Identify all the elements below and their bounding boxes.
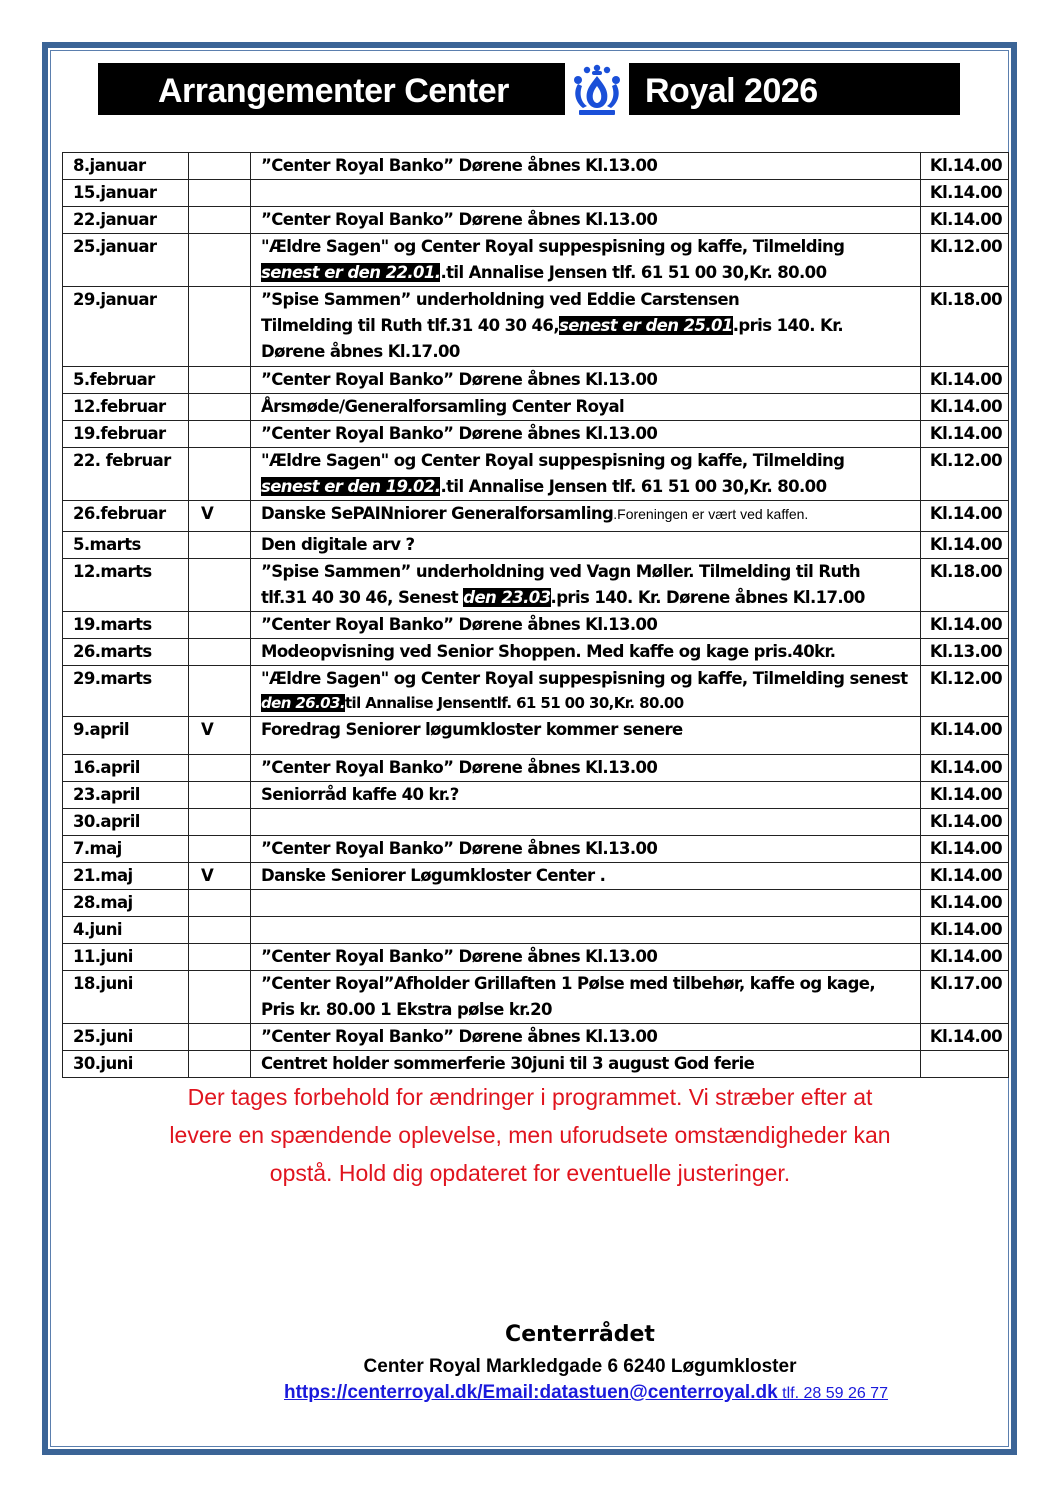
event-description-line: "Ældre Sagen" og Center Royal suppespisning og kaffe, Tilmelding [261,237,845,256]
event-description: ”Center Royal Banko” Dørene åbnes Kl.13.00 [251,836,921,863]
event-description [251,666,921,717]
event-description: Centret holder sommerferie 30juni til 3 august God ferie [251,1051,921,1078]
event-description [251,971,921,1024]
event-time: Kl.14.00 [921,944,1009,971]
event-description: Den digitale arv ? [251,532,921,559]
event-date: 15.januar [63,180,189,207]
event-description-line [261,313,920,339]
table-row [63,717,1009,755]
event-mark [189,944,251,971]
event-mark: V [189,717,251,755]
table-row [63,1024,1009,1051]
event-description-text: .til Annalise Jensen tlf. 61 51 00 30,Kr. 80.00 [440,263,827,282]
event-date: 9.april [63,717,189,755]
event-time [921,1051,1009,1078]
disclaimer-text [100,1078,960,1192]
deadline-highlight: senest er den 22.01. [261,263,441,282]
event-description-text: .til Annalise Jensen tlf. 61 51 00 30,Kr. 80.00 [440,477,827,496]
event-date: 26.februar [63,501,189,532]
event-date: 25.juni [63,1024,189,1051]
event-description: Modeopvisning ved Senior Shoppen. Med kaffe og kage pris.40kr. [251,639,921,666]
event-time: Kl.13.00 [921,639,1009,666]
event-description [251,448,921,501]
event-time: Kl.14.00 [921,421,1009,448]
event-time: Kl.14.00 [921,153,1009,180]
event-description-text: Tilmelding til Ruth tlf.31 40 30 46, [261,316,559,335]
table-row [63,153,1009,180]
table-row [63,207,1009,234]
deadline-highlight: senest er den 25.01 [558,316,733,335]
event-date: 29.januar [63,287,189,367]
event-description: ”Center Royal Banko” Dørene åbnes Kl.13.00 [251,755,921,782]
event-mark [189,234,251,287]
event-mark [189,532,251,559]
event-time: Kl.14.00 [921,890,1009,917]
event-description: Danske Seniorer Løgumkloster Center . [251,863,921,890]
footer-address: Center Royal Markledgade 6 6240 Løgumkloster [363,1356,797,1377]
event-description [251,180,921,207]
event-mark [189,809,251,836]
event-description: ”Center Royal Banko” Dørene åbnes Kl.13.00 [251,153,921,180]
event-mark [189,755,251,782]
event-description-text: .pris 140. Kr. [732,316,844,335]
website-email-link[interactable]: https://centerroyal.dk/Email:datastuen@centerroyal.dk [284,1382,778,1403]
page-title-right: Royal 2026 [645,72,818,110]
event-time: Kl.12.00 [921,448,1009,501]
event-description [251,809,921,836]
event-mark [189,836,251,863]
table-row [63,890,1009,917]
event-date: 22. februar [63,448,189,501]
event-description [251,501,921,532]
event-date: 12.marts [63,559,189,612]
table-row [63,234,1009,287]
event-time: Kl.18.00 [921,287,1009,367]
event-mark [189,287,251,367]
event-mark [189,180,251,207]
event-date: 22.januar [63,207,189,234]
event-date: 26.marts [63,639,189,666]
table-row [63,287,1009,367]
footer-title: Centerrådet [505,1322,655,1347]
footer-contact [236,1382,936,1404]
event-mark [189,1051,251,1078]
table-row [63,612,1009,639]
event-description [251,287,921,367]
table-row [63,917,1009,944]
table-row [63,971,1009,1024]
event-time: Kl.14.00 [921,501,1009,532]
event-mark [189,559,251,612]
event-description: Årsmøde/Generalforsamling Center Royal [251,394,921,421]
event-description-text: Danske SePAINniorer Generalforsamling [261,504,614,523]
event-description: ”Center Royal Banko” Dørene åbnes Kl.13.00 [251,944,921,971]
event-time: Kl.14.00 [921,782,1009,809]
event-description-text: til Annalise Jensentlf. 61 51 00 30,Kr. 80.00 [344,694,684,712]
event-date: 5.marts [63,532,189,559]
event-description-line: ”Center Royal”Afholder Grillaften 1 Pølse med tilbehør, kaffe og kage, [261,974,876,993]
event-mark [189,153,251,180]
table-row [63,836,1009,863]
table-row [63,639,1009,666]
event-time: Kl.14.00 [921,367,1009,394]
event-mark [189,421,251,448]
event-date: 7.maj [63,836,189,863]
event-date: 30.juni [63,1051,189,1078]
events-table [62,152,1009,1078]
event-mark [189,917,251,944]
table-row [63,1051,1009,1078]
event-time: Kl.12.00 [921,234,1009,287]
event-mark [189,207,251,234]
event-description [251,234,921,287]
event-time: Kl.14.00 [921,809,1009,836]
event-date: 19.februar [63,421,189,448]
event-time: Kl.17.00 [921,971,1009,1024]
event-date: 16.april [63,755,189,782]
table-row [63,501,1009,532]
table-row [63,394,1009,421]
table-row [63,532,1009,559]
event-time: Kl.14.00 [921,917,1009,944]
event-time: Kl.18.00 [921,559,1009,612]
event-description: ”Center Royal Banko” Dørene åbnes Kl.13.00 [251,612,921,639]
event-time: Kl.12.00 [921,666,1009,717]
event-time: Kl.14.00 [921,612,1009,639]
event-date: 11.juni [63,944,189,971]
event-description-line: ”Spise Sammen” underholdning ved Vagn Møller. Tilmelding til Ruth [261,562,861,581]
event-mark: V [189,863,251,890]
event-mark [189,890,251,917]
event-description-line [261,474,920,500]
table-row [63,666,1009,717]
event-description-line: Pris kr. 80.00 1 Ekstra pølse kr.20 [261,1000,552,1019]
event-time: Kl.14.00 [921,836,1009,863]
event-date: 18.juni [63,971,189,1024]
footer-phone: tlf. 28 59 26 77 [777,1385,888,1402]
event-description [251,890,921,917]
table-row [63,448,1009,501]
event-time: Kl.14.00 [921,863,1009,890]
event-description-line [261,585,920,611]
event-date: 23.april [63,782,189,809]
event-mark [189,666,251,717]
event-description: ”Center Royal Banko” Dørene åbnes Kl.13.00 [251,367,921,394]
event-description: Seniorråd kaffe 40 kr.? [251,782,921,809]
event-date: 21.maj [63,863,189,890]
event-time: Kl.14.00 [921,180,1009,207]
event-mark [189,367,251,394]
royal-crown-logo-icon [565,62,629,124]
disclaimer-line: levere en spændende oplevelse, men uforudsete omstændigheder kan [169,1122,891,1148]
event-description [251,917,921,944]
table-row [63,559,1009,612]
page-title-left: Arrangementer Center [158,72,509,110]
event-description [251,559,921,612]
event-date: 8.januar [63,153,189,180]
event-date: 29.marts [63,666,189,717]
event-date: 25.januar [63,234,189,287]
event-date: 19.marts [63,612,189,639]
event-description-line: ”Spise Sammen” underholdning ved Eddie Carstensen [261,290,740,309]
event-time: Kl.14.00 [921,207,1009,234]
event-mark: V [189,501,251,532]
event-note: .Foreningen er vært ved kaffen. [613,506,809,522]
table-row [63,863,1009,890]
event-time: Kl.14.00 [921,1024,1009,1051]
event-description-line: "Ældre Sagen" og Center Royal suppespisning og kaffe, Tilmelding [261,451,845,470]
event-date: 28.maj [63,890,189,917]
event-description-line: Dørene åbnes Kl.17.00 [261,342,460,361]
event-description-text: tlf.31 40 30 46, Senest [261,588,464,607]
event-date: 12.februar [63,394,189,421]
event-description-line: "Ældre Sagen" og Center Royal suppespisning og kaffe, Tilmelding senest [261,669,908,688]
event-time: Kl.14.00 [921,394,1009,421]
event-description: ”Center Royal Banko” Dørene åbnes Kl.13.00 [251,1024,921,1051]
table-row [63,367,1009,394]
event-date: 4.juni [63,917,189,944]
event-description-line [261,692,920,714]
event-mark [189,971,251,1024]
event-mark [189,1024,251,1051]
event-description-text: .pris 140. Kr. Dørene åbnes Kl.17.00 [550,588,865,607]
event-time: Kl.14.00 [921,755,1009,782]
event-description: ”Center Royal Banko” Dørene åbnes Kl.13.00 [251,421,921,448]
table-row [63,755,1009,782]
deadline-highlight: den 26.03. [261,694,345,712]
event-time: Kl.14.00 [921,532,1009,559]
disclaimer-line: opstå. Hold dig opdateret for eventuelle justeringer. [269,1160,791,1186]
event-time: Kl.14.00 [921,717,1009,755]
event-mark [189,639,251,666]
event-mark [189,612,251,639]
event-mark [189,782,251,809]
table-row [63,421,1009,448]
event-date: 30.april [63,809,189,836]
event-date: 5.februar [63,367,189,394]
event-mark [189,394,251,421]
deadline-highlight: senest er den 19.02. [261,477,441,496]
event-description-line [261,260,920,286]
event-description: Foredrag Seniorer løgumkloster kommer senere [251,717,921,755]
event-mark [189,448,251,501]
table-row [63,782,1009,809]
table-row [63,180,1009,207]
event-description: ”Center Royal Banko” Dørene åbnes Kl.13.00 [251,207,921,234]
deadline-highlight: den 23.03 [463,588,551,607]
table-row [63,944,1009,971]
disclaimer-line: Der tages forbehold for ændringer i programmet. Vi stræber efter at [187,1084,873,1110]
table-row [63,809,1009,836]
